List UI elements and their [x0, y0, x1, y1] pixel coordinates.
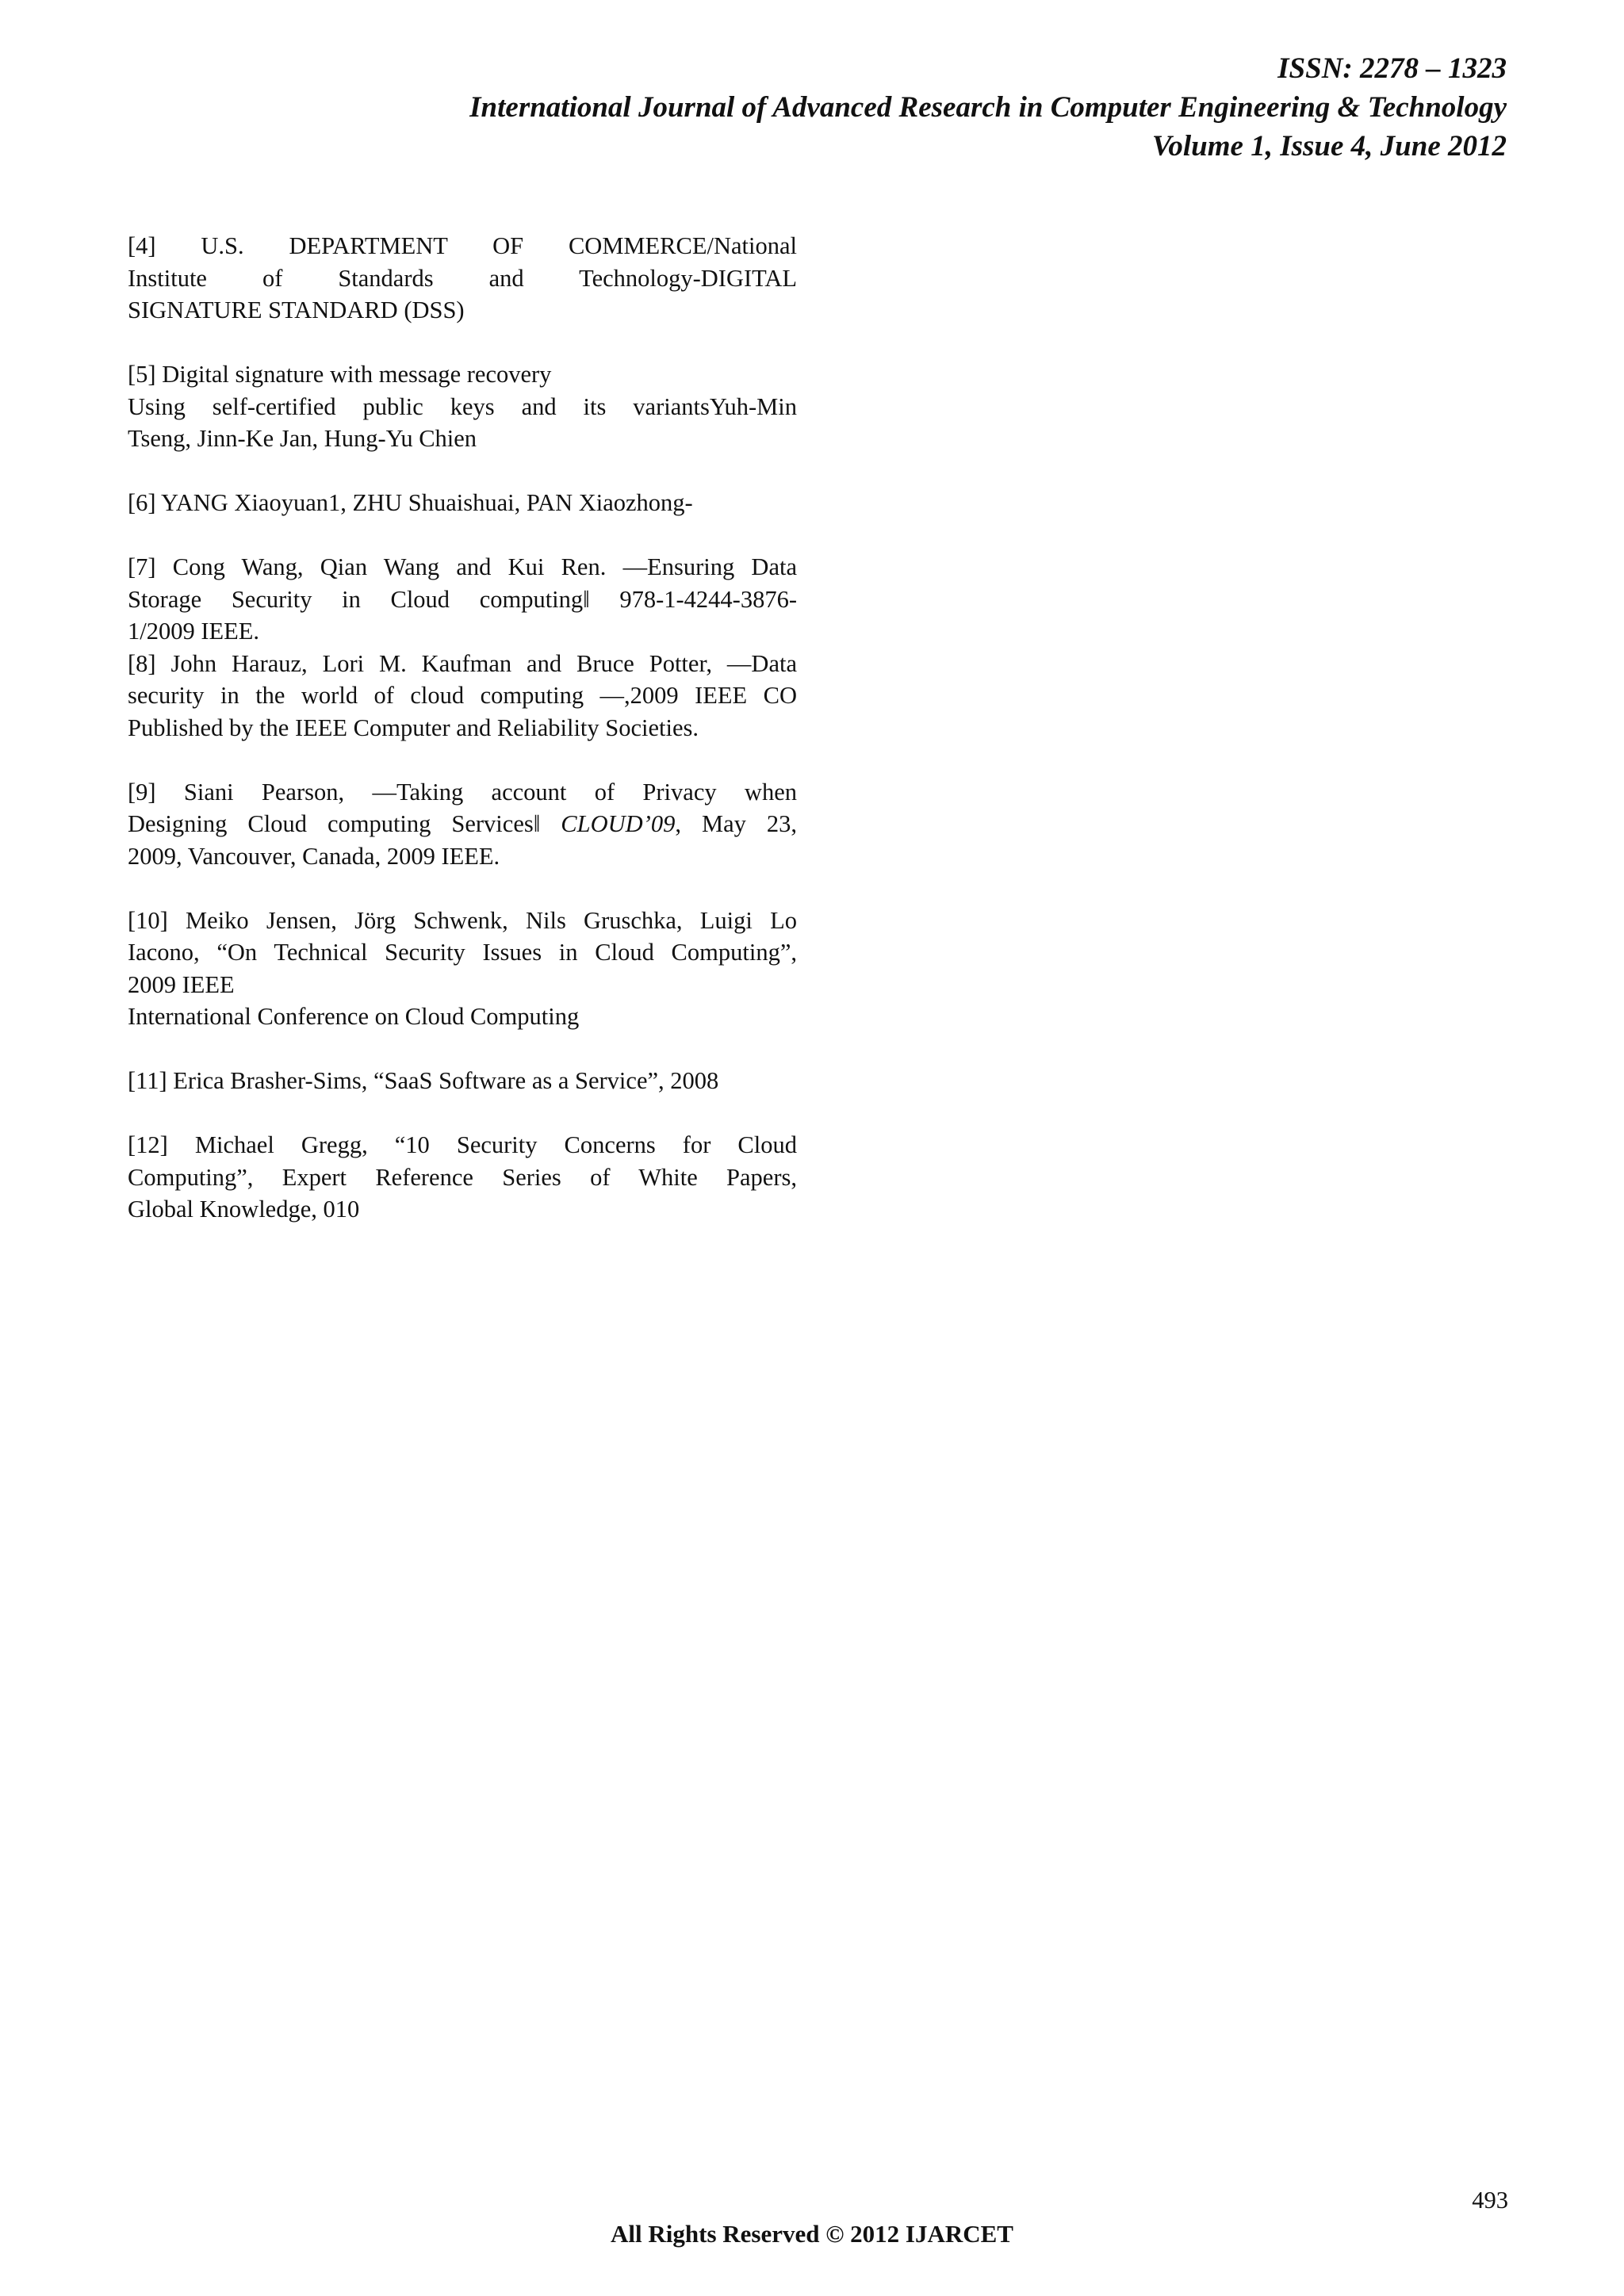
- reference-line: 1/2009 IEEE.: [128, 618, 260, 645]
- reference-4: [128, 230, 797, 327]
- reference-7: [128, 551, 797, 648]
- venue-name: CLOUD’09: [561, 810, 676, 837]
- reference-line: [6] YANG Xiaoyuan1, ZHU Shuaishuai, PAN Xiaozhong-: [128, 489, 693, 516]
- issn-line: ISSN: 2278 – 1323: [1277, 52, 1507, 85]
- reference-line: 2009, Vancouver, Canada, 2009 IEEE.: [128, 842, 500, 870]
- reference-line: [5] Digital signature with message recovery: [128, 361, 552, 388]
- reference-text: Designing Cloud computing Services‖: [128, 810, 561, 837]
- reference-line: [7] Cong Wang, Qian Wang and Kui Ren. ―Ensuring Data: [128, 553, 797, 580]
- reference-line: [4] U.S. DEPARTMENT OF COMMERCE/National: [128, 232, 797, 259]
- reference-line: Institute of Standards and Technology-DIGITAL: [128, 264, 797, 292]
- reference-line: International Conference on Cloud Computing: [128, 1003, 580, 1030]
- reference-list: [128, 230, 797, 1257]
- copyright-footer: All Rights Reserved © 2012 IJARCET: [611, 2220, 1013, 2248]
- reference-11: [128, 1065, 797, 1097]
- reference-line: Storage Security in Cloud computing‖ 978-1-4244-3876-: [128, 585, 797, 613]
- reference-9: [128, 776, 797, 873]
- reference-10: [128, 905, 797, 1033]
- volume-issue: Volume 1, Issue 4, June 2012: [1151, 130, 1507, 163]
- reference-line: Published by the IEEE Computer and Reliability Societies.: [128, 714, 699, 741]
- reference-line: Iacono, “On Technical Security Issues in Cloud Computing”,: [128, 939, 797, 966]
- reference-line: Using self-certified public keys and its variantsYuh-Min: [128, 392, 797, 420]
- reference-line: [11] Erica Brasher-Sims, “SaaS Software as a Service”, 2008: [128, 1067, 719, 1094]
- reference-6: [128, 487, 797, 519]
- reference-line: [128, 808, 797, 840]
- reference-12: [128, 1129, 797, 1226]
- reference-line: [9] Siani Pearson, ―Taking account of Privacy when: [128, 778, 797, 806]
- reference-line: [8] John Harauz, Lori M. Kaufman and Bruce Potter, ―Data: [128, 649, 797, 677]
- journal-header: [469, 49, 1507, 166]
- reference-line: Tseng, Jinn-Ke Jan, Hung-Yu Chien: [128, 425, 477, 452]
- journal-title: International Journal of Advanced Research in Computer Engineering & Technology: [469, 91, 1507, 124]
- reference-text: , May 23,: [675, 810, 797, 837]
- reference-line: SIGNATURE STANDARD (DSS): [128, 297, 465, 323]
- reference-line: security in the world of cloud computing ―,2009 IEEE CO: [128, 682, 797, 709]
- reference-line: 2009 IEEE: [128, 970, 235, 998]
- reference-8: [128, 648, 797, 744]
- reference-line: [12] Michael Gregg, “10 Security Concerns for Cloud: [128, 1131, 797, 1158]
- reference-5: [128, 358, 797, 455]
- reference-line: [10] Meiko Jensen, Jörg Schwenk, Nils Gruschka, Luigi Lo: [128, 906, 797, 934]
- reference-line: Global Knowledge, 010: [128, 1196, 360, 1223]
- reference-line: Computing”, Expert Reference Series of White Papers,: [128, 1163, 797, 1191]
- page-number: 493: [1472, 2187, 1508, 2214]
